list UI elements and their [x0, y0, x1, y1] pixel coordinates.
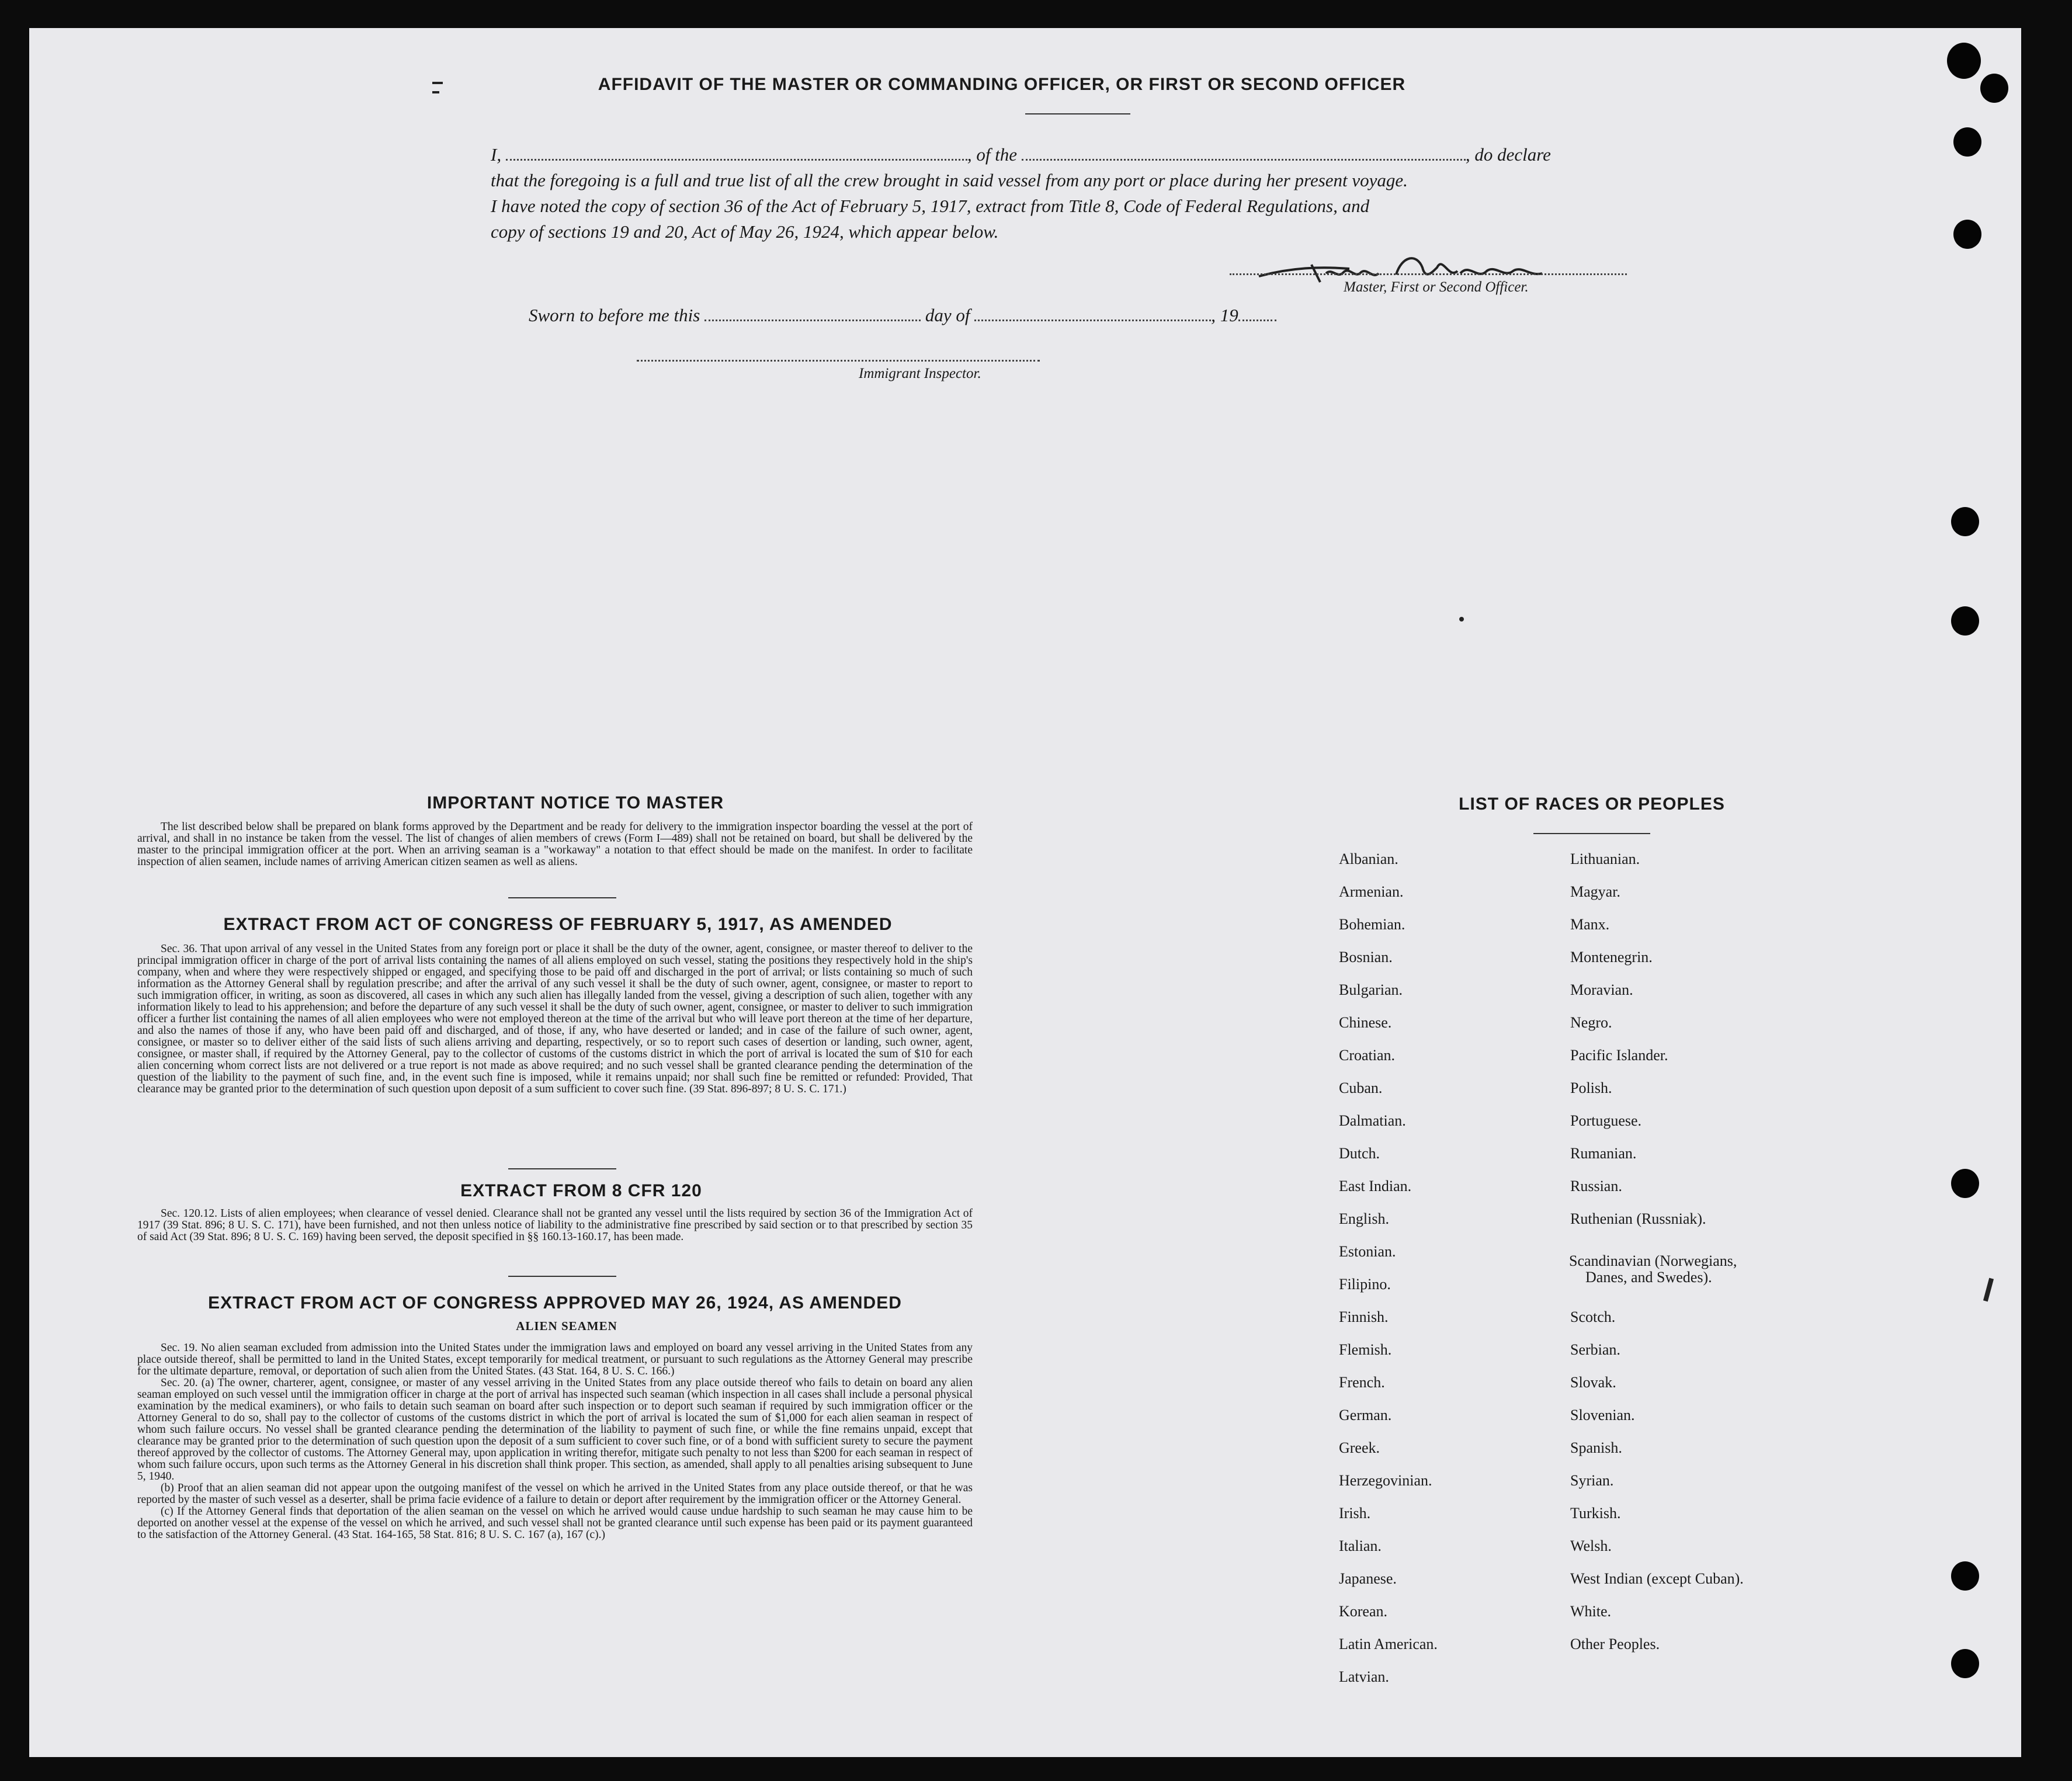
paper-speck — [1983, 1278, 1994, 1302]
race-item: Magyar. — [1570, 883, 1620, 900]
extract-cfr-title: EXTRACT FROM 8 CFR 120 — [460, 1181, 702, 1200]
race-item: Croatian. — [1339, 1047, 1396, 1064]
sec-36-paragraph: Sec. 36. That upon arrival of any vessel in the United States from any foreign port or place it shall be the duty of the owner, agent, consignee, or master thereof to deliver to the principal immigration officer in charge of the port of arrival lists containing the names of all aliens employed on such vessel, stating the positions they respectively hold in the ship's company, when and where they were respectively shipped or engaged, and specifying those to be paid off and discharged in the port of arrival; or lists containing so much of such information as the Attorney General shall by regulation prescribe; and after the arrival of any such vessel it shall be the duty of such owner, agent, consignee, or master to report to such immigration officer, in writing, as soon as discovered, all cases in which any such alien has illegally landed from the vessel, giving a description of such alien, together with any information likely to lead to his apprehension; and before the departure of any such vessel it shall be the duty of such owner, agent, consignee, or master to deliver to such immigration officer a further list containing the names of all alien employees who were not employed thereon at the time of the arrival but who will leave port thereon at the time of her departure, and also the names of those if any, who have been paid off and discharged, and of those, if any, who have deserted or landed; and in case of the failure of such owner, agent, consignee, or master so to deliver either of the said lists of such aliens arriving and departing, respectively, or so to report such cases of desertion or landing, such owner, agent, consignee, or master shall, if required by the Attorney General, pay to the collector of customs of the customs district in which the port of arrival is located the sum of $10 for each alien concerning whom correct lists are not delivered or a true report is not made as above required; and no such vessel shall be granted clearance pending the determination of the question of the liability to the payment of such fine, and, in the event such fine is imposed, while it remains unpaid; nor shall such fine be remitted or refunded: Provided, That clearance may be granted prior to the determination of such question upon deposit of a sum sufficient to cover such fine. (39 Stat. 896-897; 8 U. S. C. 171.) — [137, 943, 973, 1095]
race-item: Portuguese. — [1570, 1112, 1642, 1129]
race-item: Finnish. — [1339, 1308, 1389, 1325]
punch-hole — [1951, 1561, 1979, 1591]
inspector-signature-line[interactable] — [637, 360, 1040, 362]
extract-1924-body — [137, 1342, 973, 1541]
race-item: Spanish. — [1570, 1439, 1622, 1456]
race-item: West Indian (except Cuban). — [1570, 1570, 1744, 1587]
punch-hole — [1951, 1649, 1979, 1678]
sec-120-12-paragraph: Sec. 120.12. Lists of alien employees; when clearance of vessel denied. Clearance shall not be granted any vessel until the lists required by section 36 of the Immigration Act of 1917 (39 Stat. 896; 8 U. S. C. 171), have been furnished, and not then unless notice of liability to the administrative fine prescribed by said section or to that prescribed by section 35 of said Act (39 Stat. 896; 8 U. S. C. 169) having been served, the deposit specified in §§ 160.13-160.17, has been made. — [137, 1207, 973, 1243]
race-item: Latin American. — [1339, 1636, 1438, 1652]
sworn-month-field[interactable] — [974, 307, 1211, 321]
race-item: Albanian. — [1339, 850, 1398, 867]
race-item: Welsh. — [1570, 1537, 1612, 1554]
inspector-caption: Immigrant Inspector. — [859, 366, 981, 381]
extract-1924-title: EXTRACT FROM ACT OF CONGRESS APPROVED MAY 26, 1924, AS AMENDED — [208, 1293, 902, 1313]
notice-body — [137, 821, 973, 868]
extract-cfr-rule — [508, 1276, 616, 1277]
paper-speck — [1459, 617, 1464, 622]
punch-hole — [1953, 127, 1981, 157]
race-item: Russian. — [1570, 1178, 1622, 1195]
sworn-line — [529, 303, 1405, 328]
race-item: Lithuanian. — [1570, 850, 1640, 867]
race-item: Flemish. — [1339, 1341, 1392, 1358]
race-item: French. — [1339, 1374, 1385, 1391]
punch-hole — [1953, 220, 1981, 249]
sec-20a-paragraph: Sec. 20. (a) The owner, charterer, agent, consignee, or master of any vessel arriving in the United States from any place outside thereof who fails to detain on board any alien seaman employed on such vessel until the immigration officer in charge at the port of arrival has inspected such seaman (which inspection in all cases shall include a personal physical examination by the medical examiners), or who fails to detain such seaman on board after such inspection or to deport such seaman if required by such immigration officer or the Attorney General to do so, shall pay to the collector of customs of the customs district in which the port of arrival is located the sum of $1,000 for each alien seaman in respect of whom such failure occurs. No vessel shall be granted clearance pending the determination of the liability to payment of such fine, or while the fine remains unpaid, except that clearance may be granted prior to the determination of such question upon the deposit of a sum sufficient to cover such fine, or of a bond with sufficient surety to secure the payment thereof approved by the collector of customs. The Attorney General may, upon application in writing therefor, mitigate such penalty to not less than $200 for each seaman in respect of whom such failure occurs, upon such terms as the Attorney General in his discretion shall think proper. This section, as amended, shall apply to all penalties arising subsequent to June 5, 1940. — [137, 1377, 973, 1483]
punch-hole — [1951, 606, 1979, 636]
race-item: Moravian. — [1570, 981, 1633, 998]
race-item: Dalmatian. — [1339, 1112, 1406, 1129]
race-item: Italian. — [1339, 1537, 1382, 1554]
vessel-name-field[interactable] — [1022, 146, 1466, 161]
day-of-label: day of — [925, 305, 970, 325]
race-item: Turkish. — [1570, 1505, 1621, 1522]
race-item: Bohemian. — [1339, 916, 1405, 933]
race-item: Slovenian. — [1570, 1407, 1635, 1424]
punch-hole — [1980, 74, 2008, 103]
race-item: Serbian. — [1570, 1341, 1620, 1358]
sworn-day-field[interactable] — [704, 307, 921, 321]
race-item: White. — [1570, 1603, 1612, 1620]
year-label: , 19 — [1211, 305, 1238, 325]
race-item: Chinese. — [1339, 1014, 1392, 1031]
title-rule — [1025, 113, 1130, 114]
race-item: Armenian. — [1339, 883, 1404, 900]
declaration-line-4: copy of sections 19 and 20, Act of May 26, 1924, which appear below. — [491, 221, 999, 242]
alien-seamen-subtitle: ALIEN SEAMEN — [516, 1319, 617, 1333]
notice-title: IMPORTANT NOTICE TO MASTER — [426, 793, 724, 813]
race-item: Rumanian. — [1570, 1145, 1637, 1162]
race-item: Manx. — [1570, 916, 1610, 933]
master-caption: Master, First or Second Officer. — [1344, 279, 1529, 295]
race-item: Negro. — [1570, 1014, 1612, 1031]
race-item: Bulgarian. — [1339, 981, 1403, 998]
sworn-label: Sworn to before me this — [529, 305, 700, 325]
race-item: Scandinavian (Norwegians, — [1569, 1252, 1737, 1269]
paper-speck — [432, 82, 443, 84]
punch-hole — [1947, 43, 1981, 79]
races-title: LIST OF RACES OR PEOPLES — [1459, 794, 1725, 814]
extract-1917-body — [137, 943, 973, 1095]
signature-line — [1230, 273, 1627, 275]
notice-paragraph: The list described below shall be prepared on blank forms approved by the Department and be ready for delivery to the immigration inspector boarding the vessel at the port of arrival, and shall in no instance be taken from the vessel. The list of changes of alien members of crews (Form I—489) shall not be retained on board, but shall be delivered by the master to the principal immigration officer at the port. When an arriving seaman is a "workaway" a notation to that effect should be made on the manifest. In order to facilitate inspection of alien seamen, include names of arriving American citizen seamen as well as aliens. — [137, 821, 973, 868]
race-item: Herzegovinian. — [1339, 1472, 1432, 1489]
punch-hole — [1951, 1169, 1979, 1198]
race-item: Polish. — [1570, 1079, 1612, 1096]
race-item: Latvian. — [1339, 1668, 1389, 1685]
race-item: Estonian. — [1339, 1243, 1396, 1260]
race-item: Cuban. — [1339, 1079, 1383, 1096]
declarant-label: I, — [491, 144, 502, 165]
race-item: Pacific Islander. — [1570, 1047, 1668, 1064]
race-item: Danes, and Swedes). — [1585, 1269, 1712, 1286]
punch-hole — [1951, 507, 1979, 536]
race-item: Dutch. — [1339, 1145, 1380, 1162]
race-item: Scotch. — [1570, 1308, 1616, 1325]
race-item: Slovak. — [1570, 1374, 1616, 1391]
extract-1917-rule — [508, 1168, 616, 1169]
race-item: German. — [1339, 1407, 1392, 1424]
declaration — [491, 142, 1630, 245]
sec-19-paragraph: Sec. 19. No alien seaman excluded from admission into the United States under the immigration laws and employed on board any vessel arriving in the United States from any place outside thereof, shall be permitted to land in the United States, except temporarily for medical treatment, or pursuant to such regulations as the Attorney General may prescribe for the ultimate departure, removal, or deportation of such alien from the United States. (43 Stat. 164, 8 U. S. C. 166.) — [137, 1342, 973, 1377]
race-item: Other Peoples. — [1570, 1636, 1660, 1652]
race-item: Ruthenian (Russniak). — [1570, 1210, 1706, 1227]
affidavit-title: AFFIDAVIT OF THE MASTER OR COMMANDING OFFICER, OR FIRST OR SECOND OFFICER — [598, 75, 1406, 94]
race-item: Bosnian. — [1339, 949, 1393, 966]
declaration-line-2: that the foregoing is a full and true list of all the crew brought in said vessel from any port or place during her present voyage. — [491, 170, 1408, 190]
race-item: East Indian. — [1339, 1178, 1412, 1195]
extract-cfr-body — [137, 1208, 973, 1243]
race-item: Montenegrin. — [1570, 949, 1653, 966]
paper-speck — [432, 91, 439, 93]
race-item: Filipino. — [1339, 1276, 1391, 1293]
race-item: Korean. — [1339, 1603, 1388, 1620]
of-the-label: , of the — [967, 144, 1018, 165]
race-item: Syrian. — [1570, 1472, 1614, 1489]
declaration-line-1 — [491, 142, 1630, 168]
extract-1917-title: EXTRACT FROM ACT OF CONGRESS OF FEBRUARY 5, 1917, AS AMENDED — [223, 915, 893, 934]
sec-20b-paragraph: (b) Proof that an alien seaman did not appear upon the outgoing manifest of the vessel on which he arrived in the United States from any place outside thereof, or that he was reported by the master of such vessel as a deserter, shall be prima facie evidence of a failure to detain or deport after requirement by the immigration officer or the Attorney General. — [137, 1482, 973, 1506]
declaration-line-3: I have noted the copy of section 36 of the Act of February 5, 1917, extract from Title 8, Code of Federal Regulations, and — [491, 196, 1370, 216]
document-page — [29, 28, 2021, 1757]
race-item: English. — [1339, 1210, 1389, 1227]
races-rule — [1533, 833, 1650, 834]
notice-rule — [508, 897, 616, 898]
race-item: Greek. — [1339, 1439, 1380, 1456]
declarant-name-field[interactable] — [506, 146, 967, 161]
race-item: Japanese. — [1339, 1570, 1397, 1587]
do-declare-label: , do declare — [1465, 144, 1551, 165]
sec-20c-paragraph: (c) If the Attorney General finds that deportation of the alien seaman on the vessel on which he arrived would cause undue hardship to such seaman he may cause him to be deported on another vessel at the expense of the vessel on which he arrived, and such vessel shall not be granted clearance until such expense has been paid or its payment guaranteed to the satisfaction of the Attorney General. (43 Stat. 164-165, 58 Stat. 816; 8 U. S. C. 167 (a), 167 (c).) — [137, 1505, 973, 1541]
sworn-year-field[interactable] — [1238, 307, 1276, 321]
race-item: Irish. — [1339, 1505, 1371, 1522]
